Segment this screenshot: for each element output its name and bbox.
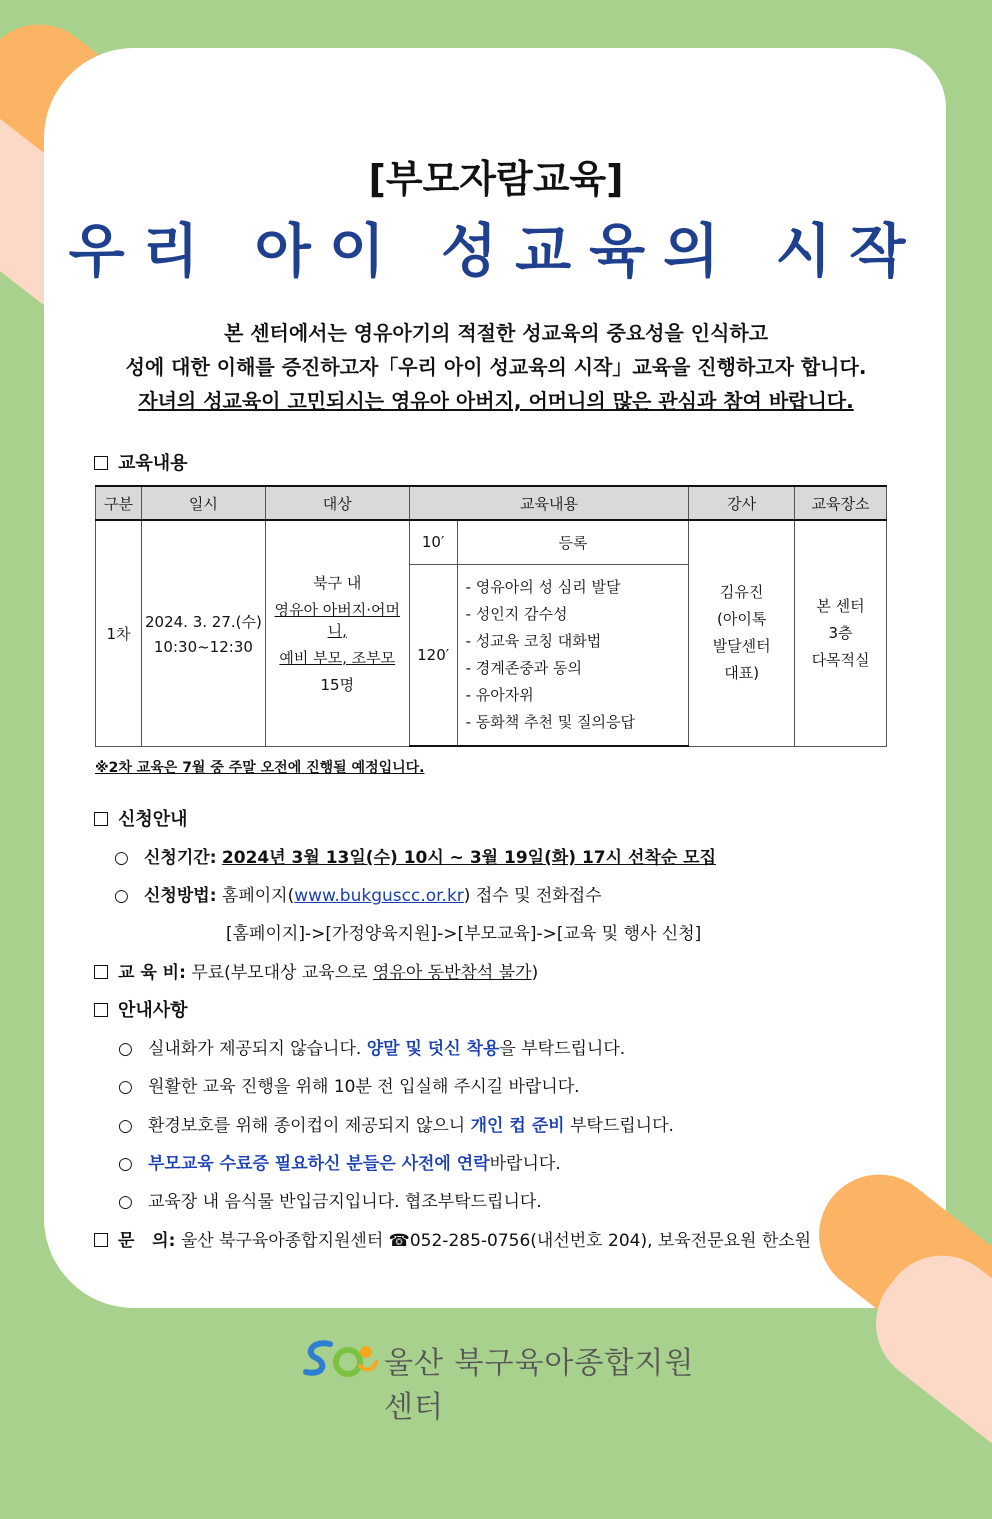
topic-item: - 유아자위 xyxy=(465,685,534,704)
cell-datetime: 2024. 3. 27.(수) 10:30~12:30 xyxy=(141,520,265,746)
checkbox-square-icon xyxy=(94,1003,108,1017)
contact-info: 문 의: 울산 북구육아종합지원센터 ☎052-285-0756(내선번호 204), 보육전문요원 한소원 xyxy=(94,1226,811,1251)
fee-info: 교 육 비: 무료(부모대상 교육으로 영유아 동반참석 불가) xyxy=(94,958,538,983)
cell-minutes: 10′ xyxy=(409,520,457,564)
intro-line-2: 성에 대한 이해를 증진하고자「우리 아이 성교육의 시작」교육을 진행하고자 합니다. xyxy=(125,355,867,379)
notice-item: ○ 실내화가 제공되지 않습니다. 양말 및 덧신 착용을 부탁드립니다. xyxy=(118,1039,626,1059)
cell-item: 등록 xyxy=(457,520,689,564)
footer-logo xyxy=(300,1334,720,1425)
bullet-circle-icon: ○ xyxy=(114,886,129,906)
page-subtitle: [부모자람교육] xyxy=(368,157,624,201)
notice-item: ○ 환경보호를 위해 종이컵이 제공되지 않으니 개인 컵 준비 부탁드립니다. xyxy=(118,1116,674,1136)
table-note: ※2차 교육은 7월 중 주말 오전에 진행될 예정입니다. xyxy=(95,760,425,776)
cell-minutes: 120′ xyxy=(409,564,457,746)
apply-path: [홈페이지]->[가정양육지원]->[부모교육]->[교육 및 행사 신청] xyxy=(226,924,702,944)
intro-text xyxy=(0,316,992,418)
notice-item: ○ 원활한 교육 진행을 위해 10분 전 입실해 주시길 바랍니다. xyxy=(118,1077,580,1097)
table-header-row xyxy=(96,486,887,520)
col-header: 구분 xyxy=(96,486,142,520)
cell-target: 북구 내 영유아 아버지·어머니, 예비 부모, 조부모 15명 xyxy=(265,520,409,746)
col-header: 강사 xyxy=(689,486,795,520)
apply-period: ○ 신청기간: 2024년 3월 13일(수) 10시 ~ 3월 19일(화) 17시 선착순 모집 xyxy=(114,848,717,868)
topic-item: - 영유아의 성 심리 발달 xyxy=(465,577,621,596)
cell-topics xyxy=(457,564,689,746)
contact-value: 울산 북구육아종합지원센터 ☎052-285-0756(내선번호 204), 보육전문요원 한소원 xyxy=(180,1231,812,1251)
notice-item: ○ 부모교육 수료증 필요하신 분들은 사전에 연락바랍니다. xyxy=(118,1154,561,1174)
col-header: 대상 xyxy=(265,486,409,520)
section-heading-notice: 안내사항 xyxy=(94,996,188,1022)
topic-item: - 경계존중과 동의 xyxy=(465,658,583,677)
col-header: 교육장소 xyxy=(795,486,887,520)
checkbox-square-icon xyxy=(94,965,108,979)
table-row xyxy=(96,520,887,564)
cell-round: 1차 xyxy=(96,520,142,746)
col-header: 교육내용 xyxy=(409,486,689,520)
checkbox-square-icon xyxy=(94,456,108,470)
education-table xyxy=(95,485,887,747)
section-heading-content: 교육내용 xyxy=(94,449,188,475)
checkbox-square-icon xyxy=(94,1233,108,1247)
apply-period-value: 2024년 3월 13일(수) 10시 ~ 3월 19일(화) 17시 선착순 모집 xyxy=(221,848,717,868)
topic-item: - 성인지 감수성 xyxy=(465,604,568,623)
center-logo-icon xyxy=(300,1334,380,1382)
page-title: 우리 아이 성교육의 시작 xyxy=(68,217,924,285)
apply-method: ○ 신청방법: 홈페이지(www.bukguscc.or.kr) 접수 및 전화접수 xyxy=(114,886,602,906)
topic-item: - 동화책 추천 및 질의응답 xyxy=(465,712,636,731)
section-heading-apply: 신청안내 xyxy=(94,805,188,831)
footer-org-name: 울산 북구육아종합지원센터 xyxy=(384,1346,695,1425)
intro-line-3: 자녀의 성교육이 고민되시는 영유아 아버지, 어머니의 많은 관심과 참여 바랍니다. xyxy=(138,389,854,413)
intro-line-1: 본 센터에서는 영유아기의 적절한 성교육의 중요성을 인식하고 xyxy=(223,321,769,345)
notice-item: ○ 교육장 내 음식물 반입금지입니다. 협조부탁드립니다. xyxy=(118,1192,542,1212)
topic-item: - 성교육 코칭 대화법 xyxy=(465,631,602,650)
bullet-circle-icon: ○ xyxy=(114,848,129,868)
cell-place: 본 센터 3층 다목적실 xyxy=(795,520,887,746)
checkbox-square-icon xyxy=(94,812,108,826)
col-header: 일시 xyxy=(141,486,265,520)
homepage-link[interactable]: www.bukguscc.or.kr xyxy=(294,886,464,906)
cell-instructor: 김유진 (아이톡 발달센터 대표) xyxy=(689,520,795,746)
